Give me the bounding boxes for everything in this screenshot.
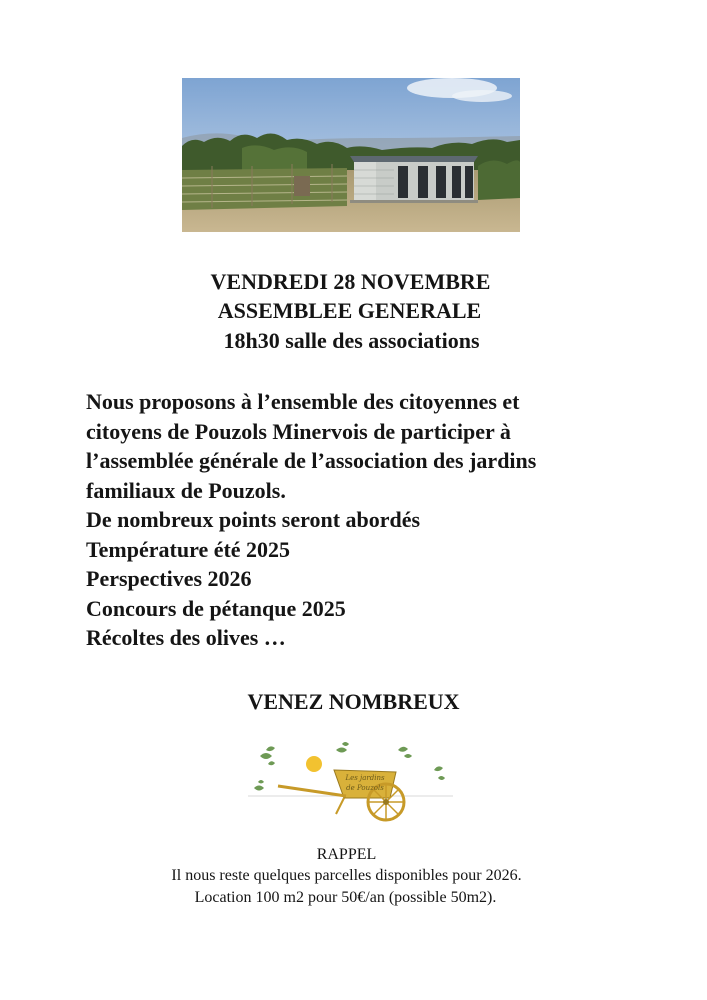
svg-text:Les jardins: Les jardins [345, 774, 385, 782]
announcement-body [86, 387, 686, 653]
body-line: l’assemblée générale de l’association des jardins [86, 448, 537, 473]
event-time-place: 18h30 salle des associations [223, 328, 480, 353]
event-date: VENDREDI 28 NOVEMBRE [210, 269, 491, 294]
call-to-action: VENEZ NOMBREUX [247, 689, 460, 714]
svg-text:de Pouzols: de Pouzols [346, 784, 384, 792]
reminder-line: Il nous reste quelques parcelles disponibles pour 2026. [171, 867, 522, 884]
body-line: Perspectives 2026 [86, 566, 252, 591]
body-line: Concours de pétanque 2025 [86, 595, 346, 621]
event-title: ASSEMBLEE GENERALE [217, 298, 482, 323]
reminder-heading: RAPPEL [316, 846, 377, 863]
body-line: Nous proposons à l’ensemble des citoyennes et [86, 389, 520, 414]
body-line: Température été 2025 [86, 536, 291, 562]
wheelbarrow-logo-icon [248, 742, 453, 828]
garden-photo [182, 78, 520, 232]
body-line: familiaux de Pouzols. [86, 477, 286, 503]
body-line: Récoltes des olives … [86, 625, 286, 650]
body-line: De nombreux points seront abordés [86, 507, 421, 532]
body-line: citoyens de Pouzols Minervois de participer à [86, 418, 511, 444]
reminder-line: Location 100 m2 pour 50€/an (possible 50m2). [194, 889, 497, 906]
